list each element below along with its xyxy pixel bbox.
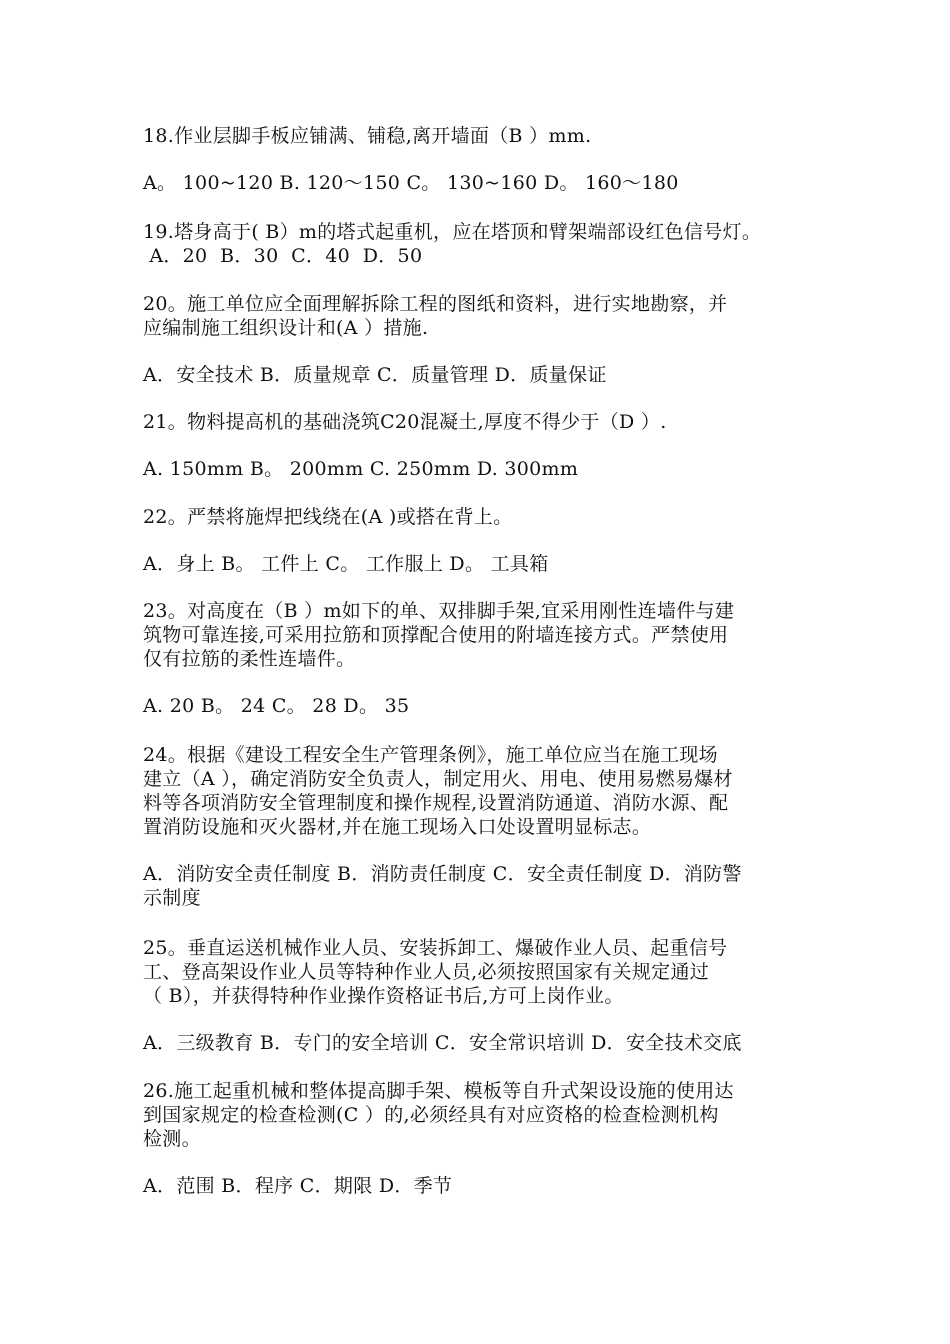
question-options: A. 20 B。 24 C。 28 D。 35 (143, 695, 410, 717)
question-stem: 24。根据《建设工程安全生产管理条例》，施工单位应当在施工现场 (143, 744, 718, 766)
question-stem: 21。物料提高机的基础浇筑C20混凝土,厚度不得少于（D ）. (143, 411, 667, 433)
question-stem: 23。对高度在（B ）m如下的单、双排脚手架,宜采用刚性连墙件与建 (143, 600, 735, 622)
question-23 (143, 599, 813, 718)
question-stem: 25。垂直运送机械作业人员、安装拆卸工、爆破作业人员、起重信号 (143, 937, 728, 959)
question-options: 示制度 (143, 887, 201, 909)
question-options: A．三级教育 B．专门的安全培训 C．安全常识培训 D．安全技术交底 (143, 1032, 742, 1054)
question-stem: 19.塔身高于( B）m的塔式起重机，应在塔顶和臂架端部设红色信号灯。 (143, 221, 762, 243)
question-stem: 工、登高架设作业人员等特种作业人员,必须按照国家有关规定通过 (143, 961, 710, 983)
question-22 (143, 505, 813, 576)
question-26 (143, 1079, 813, 1198)
question-options: A．消防安全责任制度 B．消防责任制度 C．安全责任制度 D．消防警 (143, 863, 742, 885)
question-stem: 到国家规定的检查检测(C ）的,必须经具有对应资格的检查检测机构 (143, 1104, 719, 1126)
question-stem: 应编制施工组织设计和(A ）措施. (143, 317, 429, 339)
question-options: A。 100~120 B. 120～150 C。 130~160 D。 160～180 (143, 172, 679, 194)
question-stem: 18.作业层脚手板应铺满、铺稳,离开墙面（B ）mm. (143, 125, 592, 147)
question-options: A．安全技术 B．质量规章 C．质量管理 D．质量保证 (143, 364, 607, 386)
question-stem: 建立（A ），确定消防安全负责人，制定用火、用电、使用易燃易爆材 (143, 768, 733, 790)
question-stem: （ B），并获得特种作业操作资格证书后,方可上岗作业。 (143, 985, 624, 1007)
question-options: A．身上 B。 工件上 C。 工作服上 D。 工具箱 (143, 553, 549, 575)
question-stem: 仅有拉筋的柔性连墙件。 (143, 648, 356, 670)
question-19 (143, 220, 813, 268)
question-21 (143, 410, 813, 481)
question-options: A．20 B．30 C．40 D．50 (143, 245, 423, 267)
question-stem: 检测。 (143, 1128, 201, 1150)
question-24 (143, 743, 813, 910)
question-stem: 置消防设施和灭火器材,并在施工现场入口处设置明显标志。 (143, 816, 652, 838)
question-stem: 筑物可靠连接,可采用拉筋和顶撑配合使用的附墙连接方式。严禁使用 (143, 624, 729, 646)
question-options: A．范围 B．程序 C．期限 D．季节 (143, 1175, 453, 1197)
question-stem: 22。严禁将施焊把线绕在(A )或搭在背上。 (143, 506, 513, 528)
question-options: A. 150mm B。 200mm C. 250mm D. 300mm (143, 458, 579, 480)
question-stem: 料等各项消防安全管理制度和操作规程,设置消防通道、消防水源、配 (143, 792, 729, 814)
question-18 (143, 124, 813, 195)
question-stem: 26.施工起重机械和整体提高脚手架、模板等自升式架设设施的使用达 (143, 1080, 734, 1102)
question-stem: 20。施工单位应全面理解拆除工程的图纸和资料，进行实地勘察，并 (143, 293, 728, 315)
question-20 (143, 292, 813, 387)
question-25 (143, 936, 813, 1055)
